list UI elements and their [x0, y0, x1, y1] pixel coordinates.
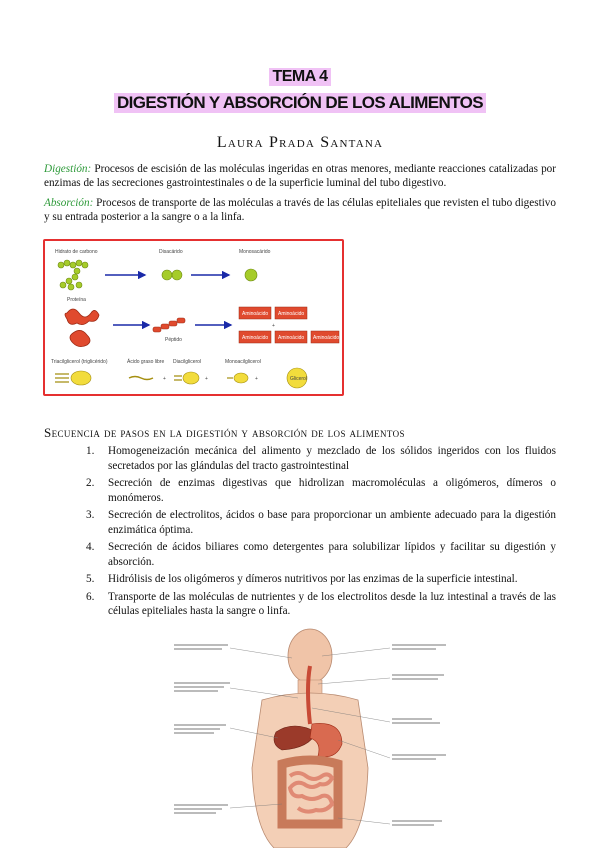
- step-number: 3.: [86, 509, 95, 521]
- definition-text: Procesos de escisión de las moléculas ingeridas en otras menores, mediante reacciones catalizadas por enzimas de las secreciones gastrointestinales o de la superficie luminal del tubo digestivo.: [44, 163, 556, 189]
- svg-text:+: +: [272, 323, 275, 329]
- list-item: [44, 444, 556, 473]
- monosaccharide: [245, 269, 257, 281]
- label-carbohydrate: Hidrato de carbono: [55, 249, 98, 255]
- protein-chain: [65, 309, 99, 347]
- svg-text:Aminoácido: Aminoácido: [242, 311, 269, 317]
- label-disaccharide: Disacárido: [159, 249, 183, 255]
- step-text: Secreción de electrolitos, ácidos o base para proporcionar un ambiente adecuado para la digestión enzimática óptima.: [108, 509, 556, 536]
- steps-list: [44, 444, 556, 622]
- hydrolysis-diagram: [45, 241, 342, 394]
- svg-text:+: +: [255, 376, 258, 382]
- list-item: [44, 572, 556, 587]
- list-item: [44, 590, 556, 619]
- label-peptide: Péptido: [165, 337, 182, 343]
- svg-text:Aminoácido: Aminoácido: [313, 335, 340, 341]
- title-block: [0, 68, 600, 113]
- label-monoglyceride: Monoacilglicerol: [225, 359, 261, 365]
- list-item: [44, 476, 556, 505]
- step-text: Transporte de las moléculas de nutrientes y de los electrolitos desde la luz intestinal a través de las células epiteliales hasta la sangre o linfa.: [108, 590, 556, 617]
- svg-text:Aminoácido: Aminoácido: [278, 311, 305, 317]
- disaccharide: [162, 270, 182, 280]
- monoglyceride: [227, 373, 248, 383]
- author-name: Laura Prada Santana: [216, 134, 384, 151]
- step-text: Secreción de ácidos biliares como detergentes para solubilizar lípidos y facilitar su digestión y absorción.: [108, 541, 556, 568]
- label-protein: Proteína: [67, 297, 86, 303]
- hydrolysis-figure: [43, 239, 344, 396]
- fatty-acid: [129, 377, 153, 380]
- svg-text:Aminoácido: Aminoácido: [242, 335, 269, 341]
- digestive-system-illustration: [170, 628, 450, 848]
- definition-term: Absorción:: [44, 197, 94, 209]
- step-text: Homogeneización mecánica del alimento y mezclado de los sólidos ingeridos con los fluidos secretados por las glándulas del tracto gastrointestinal: [108, 445, 556, 472]
- amino-acids: [239, 307, 339, 343]
- peptide: [153, 318, 185, 332]
- step-number: 4.: [86, 541, 95, 553]
- carbohydrate-chain: [58, 260, 88, 290]
- diglyceride: [174, 372, 199, 384]
- step-text: Hidrólisis de los oligómeros y dímeros nutritivos por las enzimas de la superficie intestinal.: [108, 573, 518, 585]
- esophagus: [308, 666, 310, 724]
- page-title: DIGESTIÓN Y ABSORCIÓN DE LOS ALIMENTOS: [114, 93, 486, 113]
- label-diglyceride: Diacilglicerol: [173, 359, 202, 365]
- step-number: 2.: [86, 477, 95, 489]
- svg-text:+: +: [163, 376, 166, 382]
- label-monosaccharide: Monosacárido: [239, 249, 271, 255]
- section-heading: Secuencia de pasos en la digestión y absorción de los alimentos: [44, 425, 405, 440]
- definition-absorption: [44, 196, 556, 224]
- step-number: 5.: [86, 573, 95, 585]
- svg-text:+: +: [205, 376, 208, 382]
- label-fatty-acid: Ácido graso libre: [127, 359, 165, 365]
- triglyceride: [55, 371, 91, 385]
- definition-digestion: [44, 162, 556, 190]
- label-glycerol: Glicerol: [290, 376, 307, 382]
- label-triglyceride: Triacilglicerol (triglicérido): [51, 359, 108, 365]
- svg-text:Aminoácido: Aminoácido: [278, 335, 305, 341]
- step-text: Secreción de enzimas digestivas que hidrolizan macromoléculas a oligómeros, dímeros o monómeros.: [108, 477, 556, 504]
- list-item: [44, 508, 556, 537]
- step-number: 6.: [86, 590, 95, 603]
- topic-title: TEMA 4: [269, 68, 330, 86]
- list-item: [44, 540, 556, 569]
- step-number: 1.: [86, 445, 95, 457]
- definition-text: Procesos de transporte de las moléculas a través de las células epiteliales que revisten el tubo digestivo y su entrada posterior a la sangre o a la linfa.: [44, 197, 556, 223]
- definition-term: Digestión:: [44, 163, 92, 175]
